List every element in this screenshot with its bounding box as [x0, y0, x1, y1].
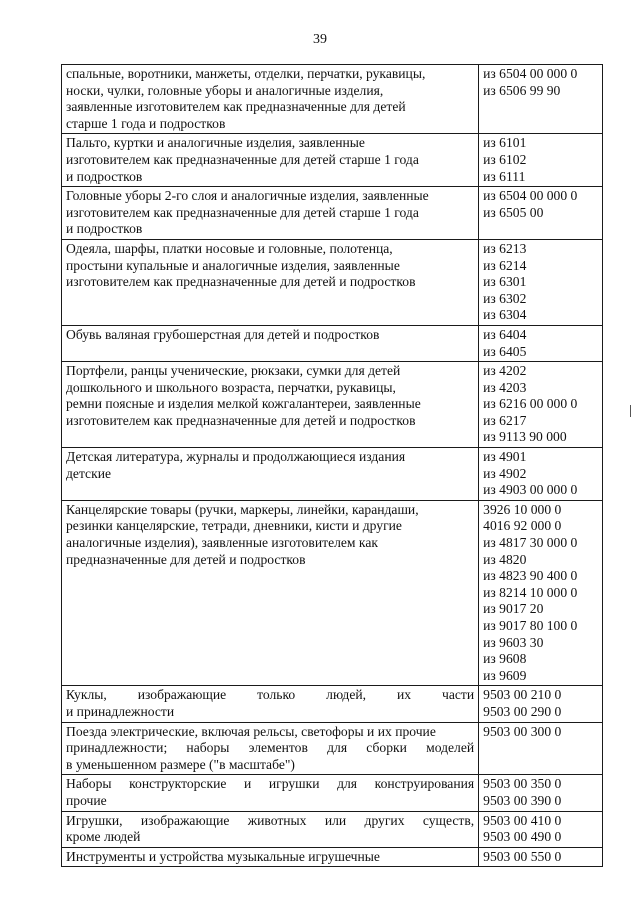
tnved-code: из 9113 90 000 [483, 429, 567, 445]
tnved-code: из 6213 [483, 240, 527, 256]
tnved-code: из 6101 [483, 135, 527, 151]
table-row [62, 722, 603, 775]
tnved-codes-cell [479, 187, 603, 240]
tnved-code: из 4817 30 000 0 [483, 535, 578, 551]
product-description-cell [62, 722, 479, 775]
description-line: дошкольного и школьного возраста, перчатки, рукавицы, [66, 379, 396, 395]
tnved-code: из 4902 [483, 465, 527, 481]
tnved-codes-cell [479, 65, 603, 134]
tnved-code: 9503 00 410 0 [483, 812, 562, 828]
tnved-code: из 6404 [483, 326, 527, 342]
tnved-code: из 6505 00 [483, 204, 544, 220]
product-description-cell [62, 325, 479, 361]
description-line: прочие [66, 792, 107, 808]
tnved-code: из 6302 [483, 290, 527, 306]
product-description-cell [62, 448, 479, 501]
tnved-code: из 6216 00 000 0 [483, 396, 578, 412]
tnved-code: 4016 92 000 0 [483, 518, 562, 534]
table-row [62, 775, 603, 811]
description-line: изготовителем как предназначенные для детей старше 1 года [66, 151, 419, 167]
description-line: Поезда электрические, включая рельсы, светофоры и их прочие [66, 723, 436, 739]
description-line: Игрушки, изображающие животных или других существ, [66, 812, 475, 828]
tnved-code: из 6504 00 000 0 [483, 188, 578, 204]
tnved-code: из 9603 30 [483, 634, 544, 650]
description-line: Одеяла, шарфы, платки носовые и головные, полотенца, [66, 240, 393, 256]
tnved-codes-cell [479, 362, 603, 448]
description-line: детские [66, 465, 112, 481]
description-line: и подростков [66, 221, 143, 237]
tnved-code: 9503 00 210 0 [483, 687, 562, 703]
tnved-code: из 9609 [483, 667, 527, 683]
table-row [62, 65, 603, 134]
table-row [62, 500, 603, 686]
table-row [62, 811, 603, 847]
description-line: Канцелярские товары (ручки, маркеры, линейки, карандаши, [66, 501, 419, 517]
tnved-codes-cell [479, 134, 603, 187]
tnved-code: из 6111 [483, 168, 526, 184]
tnved-code: из 4203 [483, 379, 527, 395]
tnved-code: из 4202 [483, 363, 527, 379]
tnved-code: 9503 00 350 0 [483, 776, 562, 792]
description-line: резинки канцелярские, тетради, дневники, кисти и другие [66, 518, 402, 534]
goods-table [61, 64, 603, 867]
tnved-code: из 9017 20 [483, 601, 544, 617]
description-line: Пальто, куртки и аналогичные изделия, заявленные [66, 135, 365, 151]
page-number: 39 [313, 32, 327, 47]
product-description-cell [62, 847, 479, 867]
description-line: изготовителем как предназначенные для детей старше 1 года [66, 204, 419, 220]
product-description-cell [62, 362, 479, 448]
goods-table-body [62, 65, 603, 867]
description-line: спальные, воротники, манжеты, отделки, перчатки, рукавицы, [66, 66, 426, 81]
tnved-codes-cell [479, 500, 603, 686]
table-row [62, 239, 603, 325]
tnved-code: из 6102 [483, 151, 527, 167]
tnved-code: из 6405 [483, 343, 527, 359]
tnved-code: 3926 10 000 0 [483, 501, 562, 517]
tnved-code: из 6214 [483, 257, 527, 273]
tnved-code: 9503 00 390 0 [483, 792, 562, 808]
description-line: в уменьшенном размере ("в масштабе") [66, 756, 295, 772]
tnved-code: из 4823 90 400 0 [483, 568, 578, 584]
tnved-code: из 4820 [483, 551, 527, 567]
description-line: ремни поясные и изделия мелкой кожгалантереи, заявленные [66, 396, 421, 412]
tnved-codes-cell [479, 239, 603, 325]
description-line: носки, чулки, головные уборы и аналогичные изделия, [66, 82, 384, 98]
description-line: и принадлежности [66, 703, 175, 719]
tnved-code: 9503 00 550 0 [483, 848, 562, 864]
tnved-code: из 8214 10 000 0 [483, 584, 578, 600]
table-row [62, 448, 603, 501]
description-line: Портфели, ранцы ученические, рюкзаки, сумки для детей [66, 363, 401, 379]
description-line: предназначенные для детей и подростков [66, 551, 306, 567]
tnved-code: из 6304 [483, 307, 527, 323]
tnved-code: из 6506 99 90 [483, 82, 561, 98]
description-line: кроме людей [66, 829, 141, 845]
description-line: Детская литература, журналы и продолжающиеся издания [66, 449, 406, 465]
product-description-cell [62, 775, 479, 811]
product-description-cell [62, 811, 479, 847]
product-description-cell [62, 239, 479, 325]
description-line: старше 1 года и подростков [66, 115, 226, 131]
description-line: Куклы, изображающие только людей, их части [66, 687, 475, 703]
tnved-code: из 4901 [483, 449, 527, 465]
tnved-code: из 6301 [483, 274, 527, 290]
tnved-code: из 9608 [483, 651, 527, 667]
description-line: Наборы конструкторские и игрушки для конструирования [66, 776, 475, 792]
table-row [62, 134, 603, 187]
tnved-codes-cell [479, 775, 603, 811]
description-line: Обувь валяная грубошерстная для детей и подростков [66, 326, 380, 342]
table-row [62, 362, 603, 448]
tnved-code: 9503 00 300 0 [483, 723, 562, 739]
product-description-cell [62, 134, 479, 187]
product-description-cell [62, 187, 479, 240]
table-row [62, 325, 603, 361]
tnved-code: из 6217 [483, 412, 527, 428]
description-line: изготовителем как предназначенные для детей и подростков [66, 274, 416, 290]
description-line: простыни купальные и аналогичные изделия, заявленные [66, 257, 400, 273]
product-description-cell [62, 65, 479, 134]
tnved-codes-cell [479, 325, 603, 361]
tnved-codes-cell [479, 448, 603, 501]
product-description-cell [62, 686, 479, 722]
description-line: аналогичные изделия), заявленные изготовителем как [66, 535, 378, 551]
tnved-code: из 4903 00 000 0 [483, 482, 578, 498]
description-line: Инструменты и устройства музыкальные игрушечные [66, 848, 380, 864]
tnved-codes-cell [479, 686, 603, 722]
product-description-cell [62, 500, 479, 686]
tnved-codes-cell [479, 811, 603, 847]
description-line: и подростков [66, 168, 143, 184]
description-line: изготовителем как предназначенные для детей и подростков [66, 412, 416, 428]
table-row [62, 847, 603, 867]
tnved-code: 9503 00 490 0 [483, 829, 562, 845]
description-line: заявленные изготовителем как предназначенные для детей [66, 99, 406, 115]
margin-mark [630, 405, 631, 417]
table-row [62, 686, 603, 722]
description-line: Головные уборы 2-го слоя и аналогичные изделия, заявленные [66, 188, 429, 204]
description-line: принадлежности; наборы элементов для сборки моделей [66, 740, 475, 756]
tnved-codes-cell [479, 847, 603, 867]
tnved-code: из 6504 00 000 0 [483, 66, 578, 81]
tnved-code: из 9017 80 100 0 [483, 618, 578, 633]
tnved-code: 9503 00 290 0 [483, 703, 562, 719]
table-row [62, 187, 603, 240]
tnved-codes-cell [479, 722, 603, 775]
